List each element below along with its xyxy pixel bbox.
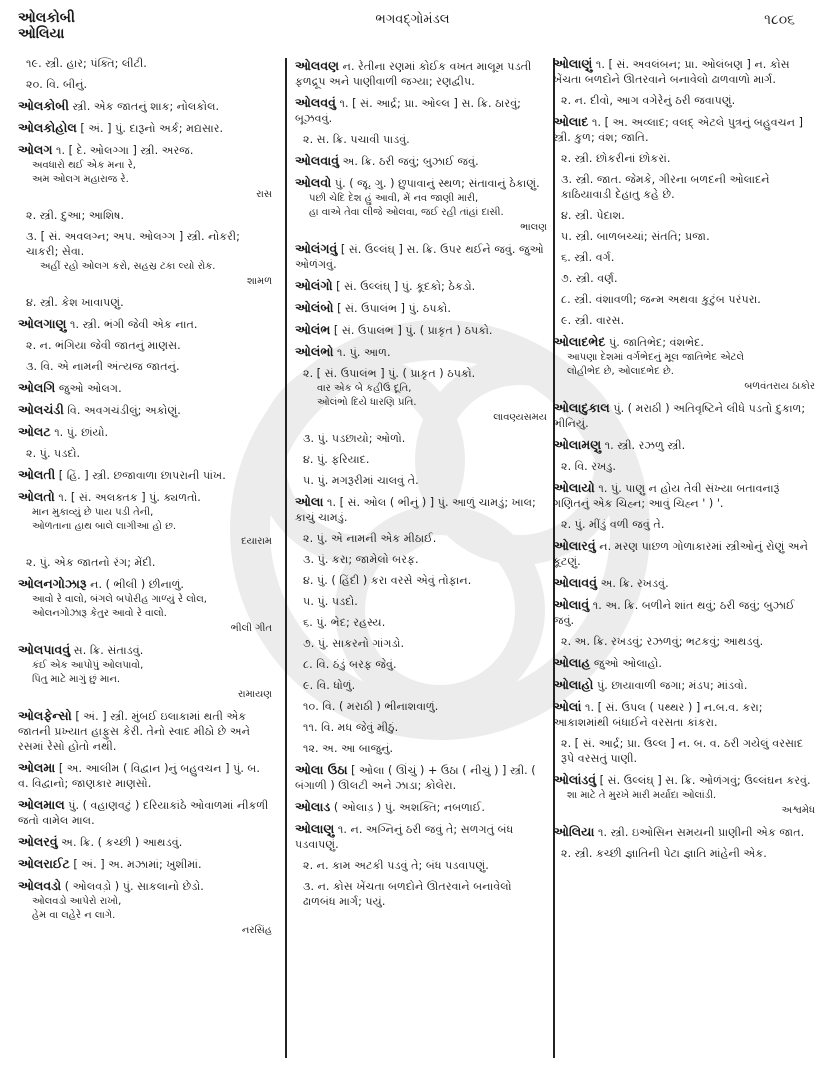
sense-definition: ૨. સ. ક્રિ. પચાવી પાડવું.: [303, 133, 410, 146]
sense-definition: ૧૦. વિ. ( મરાઠી ) ભીનાશવાળું.: [303, 700, 439, 713]
citation-source: નરસિંહ: [241, 925, 272, 936]
page-title: ભગવદ્ગોમંડલ: [375, 12, 450, 27]
sense-definition: ૨. સ્ત્રી. કચ્છી જ્ઞાતિની પેટા જ્ઞાતિ માંહેની એક.: [561, 847, 767, 860]
sense-definition: ૯. વિ. ધોળું.: [303, 679, 356, 692]
sense-definition: ૬. સ્ત્રી. વર્ગ.: [561, 251, 615, 264]
dictionary-entry: [295, 95, 547, 126]
entry-sense: [26, 555, 272, 570]
entry-sense: [303, 741, 547, 756]
dictionary-entry: [553, 114, 815, 145]
citation-line: અવધારો થઈ એક મના રે,: [32, 160, 136, 171]
definition: ૧. [ સં. આર્દ્ર; પ્રા. ઓલ્લ ] સ. ક્રિ. ઠારવું; બૂઝવવું.: [295, 97, 521, 125]
headword: ઓલવડો: [18, 878, 62, 893]
entry-sense: [561, 172, 815, 202]
dictionary-entry: [18, 576, 272, 636]
definition: પું. જાતિભેદ; વંશભેદ.: [608, 336, 704, 349]
definition: [ સં. ઉપાલંભ ] પું. ઠપકો.: [337, 302, 451, 315]
dictionary-entry: [295, 278, 547, 294]
sense-definition: ૪. પું. ફરિયાદ.: [303, 453, 370, 466]
headword: ઓલટ: [18, 424, 51, 439]
entry-sense: [26, 208, 272, 223]
definition: ૧. [ દે. ઓલગ્ગા ] સ્ત્રી. અરજ.: [56, 144, 194, 157]
guide-word-last: ઓલિયા: [18, 26, 65, 42]
dictionary-entry: [553, 677, 815, 693]
dictionary-entry: [18, 316, 272, 332]
sense-definition: ૫. સ્ત્રી. બાળબચ્ચાં; સંતતિ; પ્રજા.: [561, 230, 710, 243]
dictionary-entry: [295, 175, 547, 235]
dictionary-entry: [553, 699, 815, 730]
entry-sense: [303, 552, 547, 567]
dictionary-entry: [18, 120, 272, 136]
entry-sense: [303, 636, 547, 651]
definition: [ અં. ] અ. મઝામાં; ખુશીમાં.: [73, 858, 202, 871]
sense-definition: ૨. વિ. રખડુ.: [561, 460, 616, 473]
headword: ઓલવો: [295, 175, 332, 190]
dictionary-entry: [553, 575, 815, 591]
headword: ઓલનગોઝારૂ: [18, 576, 87, 591]
definition: ૧. [ સં. ઓલ ( ભીનું ) ] પું. આળું ચામડું; ખાલ; કાચું ચામડું.: [295, 496, 536, 524]
entry-sense: [561, 517, 815, 532]
citation-source: દયારામ: [241, 536, 272, 547]
sense-definition: ૯. સ્ત્રી. વારસ.: [561, 314, 625, 327]
dictionary-entry: [18, 797, 272, 828]
entry-sense: [561, 271, 815, 286]
definition: સ્ત્રી. એક જાતનું શાક; નોલકોલ.: [72, 100, 220, 113]
entry-sense: [303, 720, 547, 735]
sense-definition: ૩. [ સં. અવલગ્ન; અપ. ઓલગ્ગ ] સ્ત્રી. નોકરી; ચાકરી; સેવા.: [26, 230, 240, 258]
headword: ઓલગિ: [18, 380, 56, 395]
entry-sense: [303, 573, 547, 588]
definition: ૧. [ સં. અલક્તક ] પું. ક્યળતો.: [58, 491, 201, 504]
citation-line: ઓલવડો આપેરો રાખો,: [32, 896, 122, 907]
sense-definition: ૨. [ સં. આર્દ્ર; પ્રા. ઉલ્લ ] ન. બ. વ. ઠરી ગયેલું વરસાદ રૂપે વરસતું પાણી.: [561, 737, 804, 765]
sense-definition: ૩. પું. પડછાયો; ઓળો.: [303, 432, 406, 445]
dictionary-entry: [553, 437, 815, 453]
headword: ઓલચંડી: [18, 402, 64, 417]
citation-line: વાર એક બે કહીઉ દૂતિ,: [317, 383, 412, 394]
definition: ૧. પું. છાંયો.: [54, 426, 109, 439]
headword: ઓલાવવું: [553, 575, 597, 590]
citation-source: રાસ: [256, 189, 272, 200]
dictionary-entry: [295, 762, 547, 793]
sense-definition: ૩. ન. કોસ ખેંચતા બળદોને ઊતરવાને બનાવેલો ઢાળબંધ માર્ગ; પયું.: [303, 880, 512, 908]
citation-line: લોહીભેદ છે, ઓલાદભેદ છે.: [567, 366, 674, 377]
definition: ૧. સ્ત્રી. ઇઓસિન સમયની પ્રાણીની એક જાત.: [598, 826, 805, 839]
entry-sense: [561, 229, 815, 244]
headword: ઓલાંડવું: [553, 772, 597, 787]
citation-line: પિતુ માટે માગું છું માન.: [32, 674, 121, 685]
definition: [ સં. ઉલ્લંઘ્ ] પું. કૂદકો; ઠેકડો.: [336, 280, 476, 293]
entry-sense: [303, 452, 547, 467]
citation-source: રામાયણ: [237, 689, 272, 700]
headword: ઓલવાવું: [295, 153, 339, 168]
dictionary-entry: [553, 56, 815, 87]
sense-definition: ૨. ન. કામ અટકી પડવું તે; બંધ પડવાપણું.: [303, 859, 489, 872]
headword: ઓલરવું: [18, 834, 58, 849]
citation-line: પછી ચેદિ દેશ હું આવી, મેં નવ જાણી મારી,: [309, 193, 479, 204]
entry-sense: [561, 292, 815, 307]
citation-line: ઓલનગોઝારૂ કેતુર આવો રે વાલો.: [32, 608, 167, 619]
definition: પું. ( જૂ. ગુ. ) છુપાવાનું સ્થળ; સંતાવાનું ઠેકાણું.: [334, 177, 540, 190]
entry-sense: [561, 846, 815, 861]
definition: [ અં. ] પું. દારૂનો અર્ક; મદ્યસાર.: [80, 122, 224, 135]
headword: ઓલામણુ: [553, 437, 602, 452]
entry-sense: [303, 678, 547, 693]
definition: ૧. [ અ. અવ્લાદ; વલદ્ એટલે પુત્રનું બહુવચન ] સ્ત્રી. કુળ; વંશ; જાતિ.: [553, 116, 803, 144]
citation-source: લાવણ્યસમય: [493, 412, 547, 423]
dictionary-entry: [18, 878, 272, 938]
definition: પું. ( મરાઠી ) અતિવૃષ્ટિને લીધે પડતો દુકાળ; ભીનિયું.: [553, 402, 806, 430]
definition: ૧. ન. અગ્નિનું ઠરી જવું તે; સળગતું બંધ પડવાપણું.: [295, 823, 514, 851]
dictionary-entry: [295, 344, 547, 360]
definition: અ. ક્રિ. ઠરી જવું; બુઝાઈ જવું.: [342, 155, 479, 168]
dictionary-entry: [553, 772, 815, 818]
sense-definition: ૨. ન. ભંગિયા જેવી જાતનું માણસ.: [26, 339, 181, 352]
citation-line: હા વાએ તેવા લીજે ઓલવા, જઈ રહી તાંહાં દાસી.: [309, 207, 504, 218]
headword: ઓલાણું: [553, 56, 593, 71]
entry-sense: [303, 879, 547, 909]
entry-sense: [561, 634, 815, 649]
headword: ઓલા: [295, 494, 324, 509]
dictionary-entry: [295, 58, 547, 89]
entry-sense: [561, 459, 815, 474]
sense-definition: ૪. સ્ત્રી. કેશ ખાવાપણું.: [26, 296, 124, 309]
entry-sense: [303, 858, 547, 873]
definition: ૧. પું. આળ.: [337, 346, 391, 359]
sense-definition: ૭. સ્ત્રી. વર્ણ.: [561, 272, 618, 285]
entry-sense: [303, 615, 547, 630]
dictionary-entry: [553, 480, 815, 511]
entry-sense: [561, 736, 815, 766]
citation-source: શામળ: [246, 276, 272, 287]
citation-line: આવો રે વાલો, બંગલે બપોરીહ ગાળ્યું રે લોલ,: [32, 594, 207, 605]
headword: ઓલકોબી: [18, 98, 69, 113]
sense-definition: ૮. સ્ત્રી. વંશાવળી; જન્મ અથવા કુટુંબ પરંપરા.: [561, 293, 761, 306]
headword: ઓલંબો: [295, 300, 334, 315]
entry-sense: [26, 359, 272, 374]
definition: [ અં. ] સ્ત્રી. મુંબઈ ઇલાકામાં થતી એક જાતની પ્રખ્યાત હાફુસ કેરી. તેનો સ્વાદ મીઠો છે અને રસમાં રેસો હોતો નથી.: [18, 710, 251, 753]
dictionary-entry: [18, 856, 272, 872]
sense-definition: ૨. ન. દીવો, આગ વગેરેનું ઠરી જવાપણું.: [561, 94, 736, 107]
definition: ( ઓલાડ઼ ) પું. અશક્તિ; નબળાઈ.: [333, 801, 485, 814]
entry-sense: [561, 313, 815, 328]
dictionary-entry: [295, 799, 547, 815]
definition: ૧. [ સં. અવલંબન; પ્રા. ઓલંબણ ] ન. કોસ ખેંચતા બળદોને ઊતરવાને બનાવેલો ઢાળવાળો માર્ગ.: [553, 58, 790, 86]
citation-line: માન મુકાવ્યું છે પાય પડી તેની,: [32, 507, 154, 518]
entry-sense: [303, 366, 547, 425]
citation-line: અમ ઓલગ મહારાજ રે.: [32, 174, 129, 185]
definition: જુઓ ઓલાહો.: [593, 657, 662, 670]
dictionary-entry: [18, 424, 272, 440]
sense-definition: ૧૨. અ. આ બાજુનું.: [303, 742, 394, 755]
entry-sense: [303, 132, 547, 147]
dictionary-entry: [18, 467, 272, 483]
entry-sense: [26, 229, 272, 289]
headword: ઓલમાલ: [18, 797, 65, 812]
dictionary-entry: [553, 597, 815, 628]
definition: ૧. અ. ક્રિ. બળીને શાંત થવું; ઠરી જવું; બુઝાઈ જવું.: [553, 599, 795, 627]
sense-definition: ૮. વિ. ઠંડું બરફ જેવું.: [303, 658, 397, 671]
dictionary-entry: [553, 824, 815, 840]
entry-sense: [26, 77, 272, 92]
entry-sense: [26, 295, 272, 310]
definition: [ સં. ઉલ્લંઘ્ ] સ. ક્રિ. ઉપર થઈને જવું. જુઓ ઓળંગવું.: [295, 243, 544, 271]
definition: [ હિં. ] સ્ત્રી. છજાવાળા છાપરાની પાંખ.: [58, 469, 226, 482]
citation-source: ભીલી ગીત: [230, 623, 272, 634]
headword: ઓલવણ: [295, 58, 340, 73]
headword: ઓલમા: [18, 760, 56, 775]
dictionary-entry: [295, 821, 547, 852]
headword: ઓલારવું: [553, 538, 596, 553]
citation-line: આપણા દેશમાં વર્ગભેદનું મૂલ જાતિભેદ એટલે: [567, 352, 745, 363]
headword: ઓલફેન્સો: [18, 708, 72, 723]
dictionary-entry: [553, 400, 815, 431]
sense-definition: ૨. પું. મીંડું વળી જવું તે.: [561, 518, 665, 531]
definition: ( ઓલવડ઼ો ) પું. સાકલાનો છેડો.: [64, 880, 204, 893]
sense-definition: ૩. પું. કરા; જામેલો બરફ.: [303, 553, 419, 566]
definition: [ સં. ઉલ્લંઘ્ ] સ. ક્રિ. ઓળંગવું; ઉલ્લંઘન કરવું.: [599, 774, 811, 787]
headword: ઓલાદભેદ: [553, 334, 606, 349]
entry-sense: [303, 657, 547, 672]
entry-sense: [26, 56, 272, 71]
page-header: [0, 0, 825, 50]
entry-sense: [561, 250, 815, 265]
headword: ઓલગ: [18, 142, 53, 157]
definition: ૧. સ્ત્રી. ભંગી જેવી એક નાત.: [70, 318, 198, 331]
headword: ઓલાણુ: [295, 821, 335, 836]
entry-sense: [561, 93, 815, 108]
sense-definition: ૩. વિ. એ નામની અંત્યજ જાતનું.: [26, 360, 180, 373]
sense-definition: ૧૯. સ્ત્રી. હાર; પંક્તિ; લીટી.: [26, 57, 147, 70]
headword: ઓલાહ: [553, 655, 591, 670]
dictionary-entry: [295, 494, 547, 525]
definition: પું. છાયાવાળી જગા; મંડપ; માંડવો.: [597, 679, 748, 692]
dictionary-entry: [18, 98, 272, 114]
headword: ઓલતી: [18, 467, 56, 482]
citation-line: ઓલંભો દિયે ધારણિ પ્રતિ.: [317, 397, 417, 408]
entry-sense: [303, 594, 547, 609]
sense-definition: ૫. પું. પડદો.: [303, 595, 358, 608]
headword: ઓલંગવું: [295, 241, 338, 256]
headword: ઓલગાણુ: [18, 316, 67, 331]
citation-source: અશ્વમેધ: [781, 805, 815, 816]
headword: ઓલતો: [18, 489, 55, 504]
headword: ઓલરાઈટ: [18, 856, 70, 871]
sense-definition: ૨. [ સં. ઉપાલંભ ] પું. ( પ્રાકૃત ) ઠપકો.: [303, 367, 476, 380]
definition: ન. રેતીના રણમાં કોઈક વખત માલૂમ પડતી ફળદ્રૂપ અને પાણીવાળી જગ્યા; રણદ્વીપ.: [295, 60, 532, 88]
column-1: [18, 56, 272, 944]
definition: [ ઓલા ( ઊંચું ) + ઉઠા ( નીચું ) ] સ્ત્રી. ( બંગાળી ) ઊલટી અને ઝાડા; કોલેરા.: [295, 764, 536, 792]
definition: સ. ક્રિ. સંતાડવું.: [73, 644, 144, 657]
sense-definition: ૨. પું. એ નામની એક મીઠાઈ.: [303, 532, 437, 545]
definition: ૧. પું. પાણુ ન હોય તેવી સંખ્યા બતાવનારૂં ગણિતનું એક ચિહ્ન; આવું ચિહ્ન ' ) '.: [553, 482, 780, 510]
dictionary-entry: [295, 153, 547, 169]
guide-word-first: ઓલકોબી: [18, 10, 76, 26]
definition: [ સં. ઉપાલંભ ] પું. ( પ્રાકૃત ) ઠપકો.: [333, 324, 493, 337]
dictionary-entry: [295, 300, 547, 316]
citation-line: શા માટે તે મુરખે મારી મર્યાદા ઓલાંડી.: [567, 790, 717, 801]
sense-definition: ૧૧. વિ. મધ જેવું મીઠું.: [303, 721, 399, 734]
citation-line: કંઈ એક આપોપું ઓલપાવો,: [32, 660, 144, 671]
sense-definition: ૪. પું. ( હિંદી ) કરા વરસે એવું તોફાન.: [303, 574, 472, 587]
definition: ૧. [ સં. ઉપલ ( પથ્થર ) ] ન.બ.વ. કરા; આકાશમાંથી બંધાઈને વરસતા કાંકરા.: [553, 701, 763, 729]
sense-definition: ૬. પું. ભેદ; રહસ્ય.: [303, 616, 386, 629]
headword: ઓલંગો: [295, 278, 333, 293]
entry-sense: [303, 699, 547, 714]
sense-definition: ૨. પું. પડદો.: [26, 447, 81, 460]
entry-sense: [561, 151, 815, 166]
headword: ઓલપાવવું: [18, 642, 71, 657]
citation-line: અહીં રહો ઓલગ કરો, સહસ્ર ટકા લ્યો રોક.: [40, 261, 216, 272]
sense-definition: ૨. સ્ત્રી. દુઆ; આશિષ.: [26, 209, 125, 222]
sense-definition: ૪. સ્ત્રી. પેદાશ.: [561, 209, 625, 222]
sense-definition: ૨. અ. ક્રિ. રખડવું; રઝળવું; ભટકવું; આથડવું.: [561, 635, 764, 648]
entry-sense: [303, 473, 547, 488]
citation-source: બળવંતરાય ઠાકોર: [744, 381, 815, 392]
citation-line: હેમ વા લહેરે ન લાગે.: [32, 910, 116, 921]
entry-sense: [303, 531, 547, 546]
dictionary-entry: [18, 834, 272, 850]
headword: ઓલાદ: [553, 114, 589, 129]
dictionary-entry: [18, 489, 272, 549]
dictionary-entry: [18, 380, 272, 396]
headword: ઓલંભ: [295, 322, 331, 337]
dictionary-entry: [18, 142, 272, 202]
sense-definition: ૩. સ્ત્રી. જાત. જેમકે, ગીરના બળદની ઓલાદને કાઠિયાવાડી દેહાતુ કહે છે.: [561, 173, 770, 201]
dictionary-entry: [18, 642, 272, 702]
dictionary-entry: [18, 760, 272, 791]
headword: ઓલાવું: [553, 597, 590, 612]
definition: ન. ( ભીલી ) છીનાળું.: [90, 578, 184, 591]
entry-sense: [26, 446, 272, 461]
definition: વિ. અવગચંડીલું; અકોણું.: [67, 404, 181, 417]
dictionary-entry: [553, 655, 815, 671]
sense-definition: ૫. પું. મગરૂરીમાં ચાલવું તે.: [303, 474, 419, 487]
dictionary-entry: [18, 708, 272, 754]
definition: અ. ક્રિ. ( કચ્છી ) આથડવું.: [61, 836, 183, 849]
column-3: [553, 56, 815, 867]
definition: [ અ. આલીમ ( વિદ્વાન )નું બહુવચન ] પું. બ. વ. વિદ્વાનો; જાણકાર માણસો.: [18, 762, 260, 790]
citation-line: ઓળતાના હાથ બાલે લાગીઆ હો છ.: [32, 521, 177, 532]
entry-sense: [26, 338, 272, 353]
definition: અ. ક્રિ. રખડવું.: [600, 577, 669, 590]
citation-source: ભાલણ: [520, 222, 547, 233]
headword: ઓલવવું: [295, 95, 336, 110]
definition: પું. ( વહાણવટું ) દરિયાકાંઠે ઓવાળમાં નીકળી જતો વામેલ માલ.: [18, 799, 269, 827]
headword: ઓલાદુકાલ: [553, 400, 610, 415]
headword: ઓલાહો: [553, 677, 594, 692]
sense-definition: ૨. પું. એક જાતનો રંગ; મેંદી.: [26, 556, 156, 569]
dictionary-entry: [18, 402, 272, 418]
dictionary-entry: [295, 241, 547, 272]
dictionary-entry: [295, 322, 547, 338]
headword: ઓલા ઉઠા: [295, 762, 348, 777]
entry-sense: [561, 208, 815, 223]
dictionary-entry: [553, 334, 815, 394]
definition: જુઓ ઓલગ.: [58, 382, 122, 395]
headword: ઓલિયા: [553, 824, 595, 839]
column-2: [285, 58, 555, 1058]
headword: ઓલંભો: [295, 344, 334, 359]
headword: ઓલાયો: [553, 480, 595, 495]
headword: ઓલાડ: [295, 799, 331, 814]
dictionary-entry: [553, 538, 815, 569]
definition: ૧. સ્ત્રી. રઝળુ સ્ત્રી.: [604, 439, 686, 452]
definition: ન. મરણ પાછળ ગોળાકારમાં સ્ત્રીઓનું રોણું અને કૂટણું.: [553, 540, 809, 568]
headword: ઓલકોહોલ: [18, 120, 77, 135]
page-number: ૧૮૦૬: [764, 12, 795, 28]
entry-sense: [303, 431, 547, 446]
sense-definition: ૨૦. વિ. બીનું.: [26, 78, 88, 91]
sense-definition: ૭. પું. સાકરનો ગાંગડો.: [303, 637, 405, 650]
headword: ઓલાં: [553, 699, 582, 714]
sense-definition: ૨. સ્ત્રી. છોકરીનાં છોકરાં.: [561, 152, 671, 165]
